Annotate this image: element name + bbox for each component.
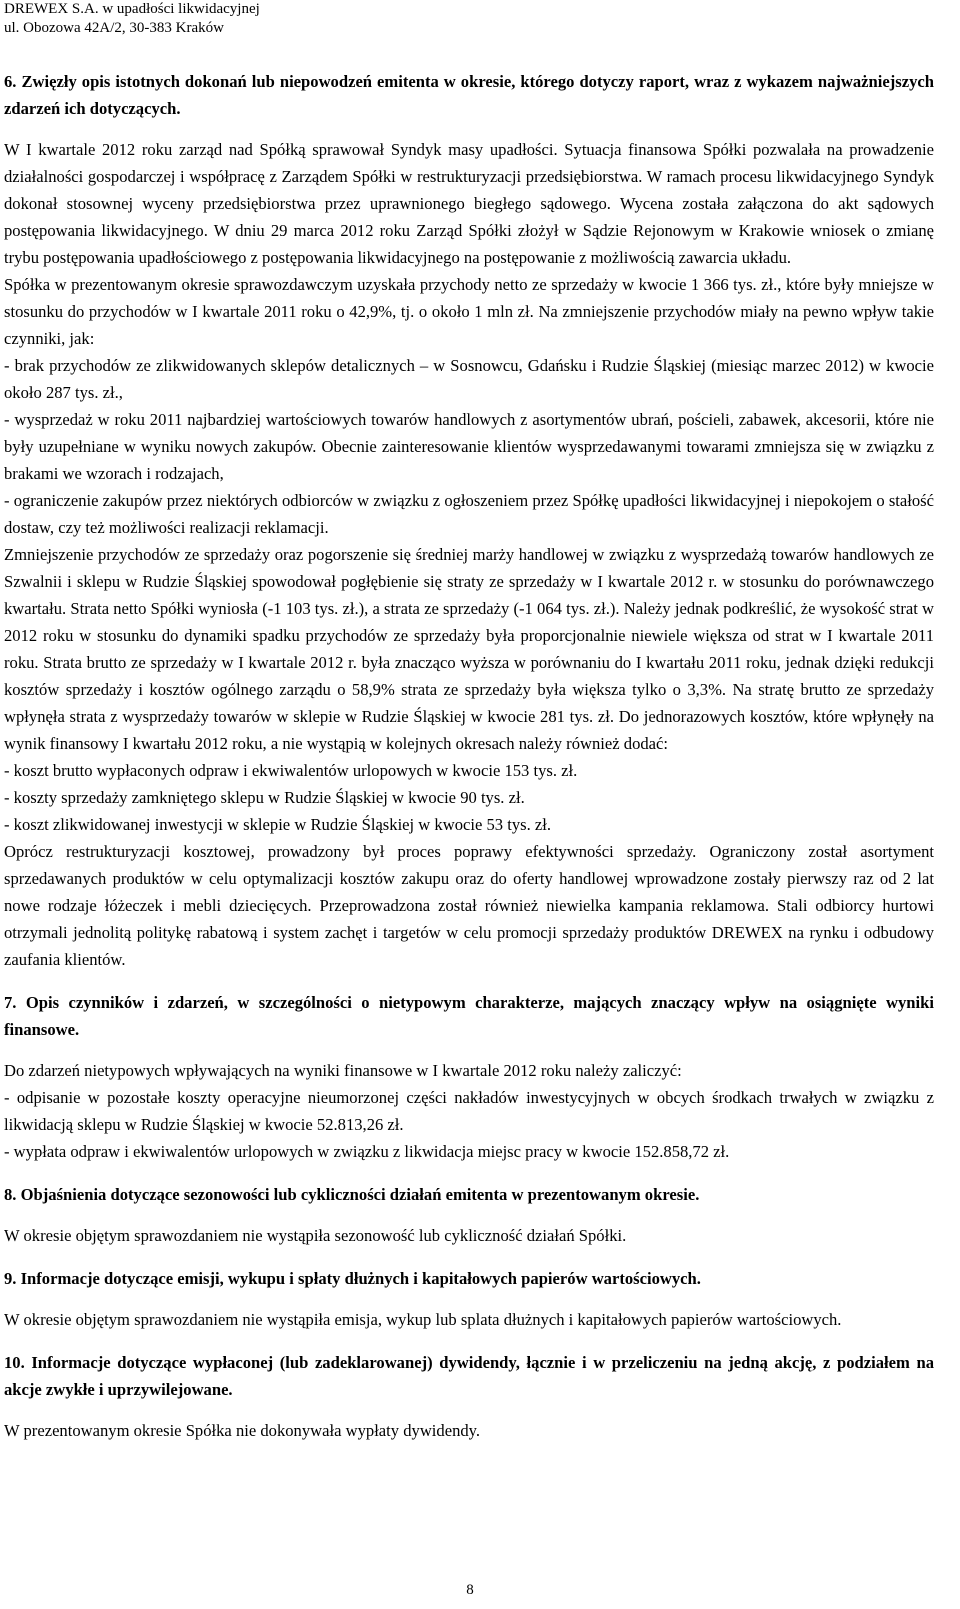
section-6-list-item: - koszt brutto wypłaconych odpraw i ekwiwalentów urlopowych w kwocie 153 tys. zł. bbox=[4, 761, 578, 780]
company-address: ul. Obozowa 42A/2, 30-383 Kraków bbox=[4, 20, 224, 36]
section-6-list-item: - ograniczenie zakupów przez niektórych odbiorców w związku z ogłoszeniem przez Spółkę upadłości likwidacyjnej i niepokojem o stałość dostaw, czy też możliwości realizacji reklamacji. bbox=[4, 491, 934, 537]
spacer bbox=[4, 1333, 934, 1349]
section-7-heading: 7. Opis czynników i zdarzeń, w szczególności o nietypowym charakterze, mających znaczący wpływ na osiągnięte wyniki finansowe. bbox=[4, 993, 934, 1039]
section-6-list-item: - wysprzedaż w roku 2011 najbardziej wartościowych towarów handlowych z asortymentów ubrań, pościeli, zabawek, akcesorii, które nie były uzupełniane w wyniku nowych zakupów. Obecnie zainteresowanie klientów wysprzedawanymi towarami zmniejsza się w związku z brakami we wzorach i rodzajach, bbox=[4, 410, 934, 483]
section-6-paragraph: Oprócz restrukturyzacji kosztowej, prowadzony był proces poprawy efektywności sprzedaży. Ograniczony został asortyment sprzedawanych produktów w celu optymalizacji kosztów zakupu oraz do oferty handlowej wprowadzone zostały pierwszy raz od 2 lat nowe rodzaje łóżeczek i mebli dziecięcych. Przeprowadzona został również niewielka kampania reklamowa. Stali odbiorcy hurtowi otrzymali jednolitą politykę rabatową i system zachęt i targetów w celu promocji sprzedaży produktów DREWEX na rynku i odbudowy zaufania klientów. bbox=[4, 842, 934, 969]
document-body bbox=[4, 68, 934, 1444]
section-8-heading: 8. Objaśnienia dotyczące sezonowości lub cykliczności działań emitenta w prezentowanym okresie. bbox=[4, 1185, 700, 1204]
spacer bbox=[4, 1403, 934, 1417]
page-number: 8 bbox=[466, 1582, 474, 1598]
section-6-list-item: - koszt zlikwidowanej inwestycji w sklepie w Rudzie Śląskiej w kwocie 53 tys. zł. bbox=[4, 815, 552, 834]
spacer bbox=[4, 1249, 934, 1265]
section-9-heading: 9. Informacje dotyczące emisji, wykupu i spłaty dłużnych i kapitałowych papierów wartościowych. bbox=[4, 1269, 701, 1288]
section-7-paragraph: Do zdarzeń nietypowych wpływających na wyniki finansowe w I kwartale 2012 roku należy zaliczyć: bbox=[4, 1061, 682, 1080]
spacer bbox=[4, 1292, 934, 1306]
document-header bbox=[4, 0, 260, 38]
section-8-paragraph: W okresie objętym sprawozdaniem nie wystąpiła sezonowość lub cykliczność działań Spółki. bbox=[4, 1226, 627, 1245]
section-6-paragraph: W I kwartale 2012 roku zarząd nad Spółką sprawował Syndyk masy upadłości. Sytuacja finansowa Spółki pozwalała na prowadzenie działalności gospodarczej i współpracę z Zarządem Spółki w restrukturyzacji przedsiębiorstwa. W ramach procesu likwidacyjnego Syndyk dokonał stosownej wyceny przedsiębiorstwa przez uprawnionego biegłego sądowego. Wycena została załączona do akt sądowych postępowania likwidacyjnego. W dniu 29 marca 2012 roku Zarząd Spółki złożył w Sądzie Rejonowym w Krakowie wniosek o zmianę trybu postępowania upadłościowego z postępowania likwidacyjnego na postępowanie z możliwością zawarcia układu. bbox=[4, 140, 934, 267]
spacer bbox=[4, 1208, 934, 1222]
section-10-heading: 10. Informacje dotyczące wypłaconej (lub zadeklarowanej) dywidendy, łącznie i w przeliczeniu na jedną akcję, z podziałem na akcje zwykłe i uprzywilejowane. bbox=[4, 1353, 934, 1399]
section-7-list-item: - wypłata odpraw i ekwiwalentów urlopowych w związku z likwidacja miejsc pracy w kwocie 152.858,72 zł. bbox=[4, 1142, 730, 1161]
company-name: DREWEX S.A. w upadłości likwidacyjnej bbox=[4, 1, 260, 17]
section-6-list-item: - koszty sprzedaży zamkniętego sklepu w Rudzie Śląskiej w kwocie 90 tys. zł. bbox=[4, 788, 525, 807]
spacer bbox=[4, 973, 934, 989]
section-7-list-item: - odpisanie w pozostałe koszty operacyjne nieumorzonej części nakładów inwestycyjnych w obcych środkach trwałych w związku z likwidacją sklepu w Rudzie Śląskiej w kwocie 52.813,26 zł. bbox=[4, 1088, 934, 1134]
spacer bbox=[4, 1043, 934, 1057]
section-6-heading: 6. Zwięzły opis istotnych dokonań lub niepowodzeń emitenta w okresie, którego dotyczy raport, wraz z wykazem najważniejszych zdarzeń ich dotyczących. bbox=[4, 72, 934, 118]
spacer bbox=[4, 1165, 934, 1181]
section-10-paragraph: W prezentowanym okresie Spółka nie dokonywała wypłaty dywidendy. bbox=[4, 1421, 481, 1440]
spacer bbox=[4, 122, 934, 136]
section-6-list-item: - brak przychodów ze zlikwidowanych sklepów detalicznych – w Sosnowcu, Gdańsku i Rudzie Śląskiej (miesiąc marzec 2012) w kwocie około 287 tys. zł., bbox=[4, 356, 934, 402]
section-6-paragraph: Spółka w prezentowanym okresie sprawozdawczym uzyskała przychody netto ze sprzedaży w kwocie 1 366 tys. zł., które były mniejsze w stosunku do przychodów w I kwartale 2011 roku o 42,9%, tj. o około 1 mln zł. Na zmniejszenie przychodów miały na pewno wpływ takie czynniki, jak: bbox=[4, 275, 934, 348]
section-9-paragraph: W okresie objętym sprawozdaniem nie wystąpiła emisja, wykup lub splata dłużnych i kapitałowych papierów wartościowych. bbox=[4, 1310, 842, 1329]
section-6-paragraph: Zmniejszenie przychodów ze sprzedaży oraz pogorszenie się średniej marży handlowej w związku z wysprzedażą towarów handlowych ze Szwalnii i sklepu w Rudzie Śląskiej spowodował pogłębienie się straty ze sprzedaży w I kwartale 2012 r. w stosunku do porównawczego kwartału. Strata netto Spółki wyniosła (-1 103 tys. zł.), a strata ze sprzedaży (-1 064 tys. zł.). Należy jednak podkreślić, że wysokość strat w 2012 roku w stosunku do dynamiki spadku przychodów ze sprzedaży była proporcjonalnie niewiele większa od strat w I kwartale 2011 roku. Strata brutto ze sprzedaży w I kwartale 2012 r. była znacząco wyższa w porównaniu do I kwartału 2011 roku, jednak dzięki redukcji kosztów sprzedaży i kosztów ogólnego zarządu o 58,9% strata ze sprzedaży była większa tylko o 3,3%. Na stratę brutto ze sprzedaży wpłynęła strata z wysprzedaży towarów w sklepie w Rudzie Śląskiej w kwocie 281 tys. zł. Do jednorazowych kosztów, które wpłynęły na wynik finansowy I kwartału 2012 roku, a nie wystąpią w kolejnych okresach należy również dodać: bbox=[4, 545, 934, 753]
